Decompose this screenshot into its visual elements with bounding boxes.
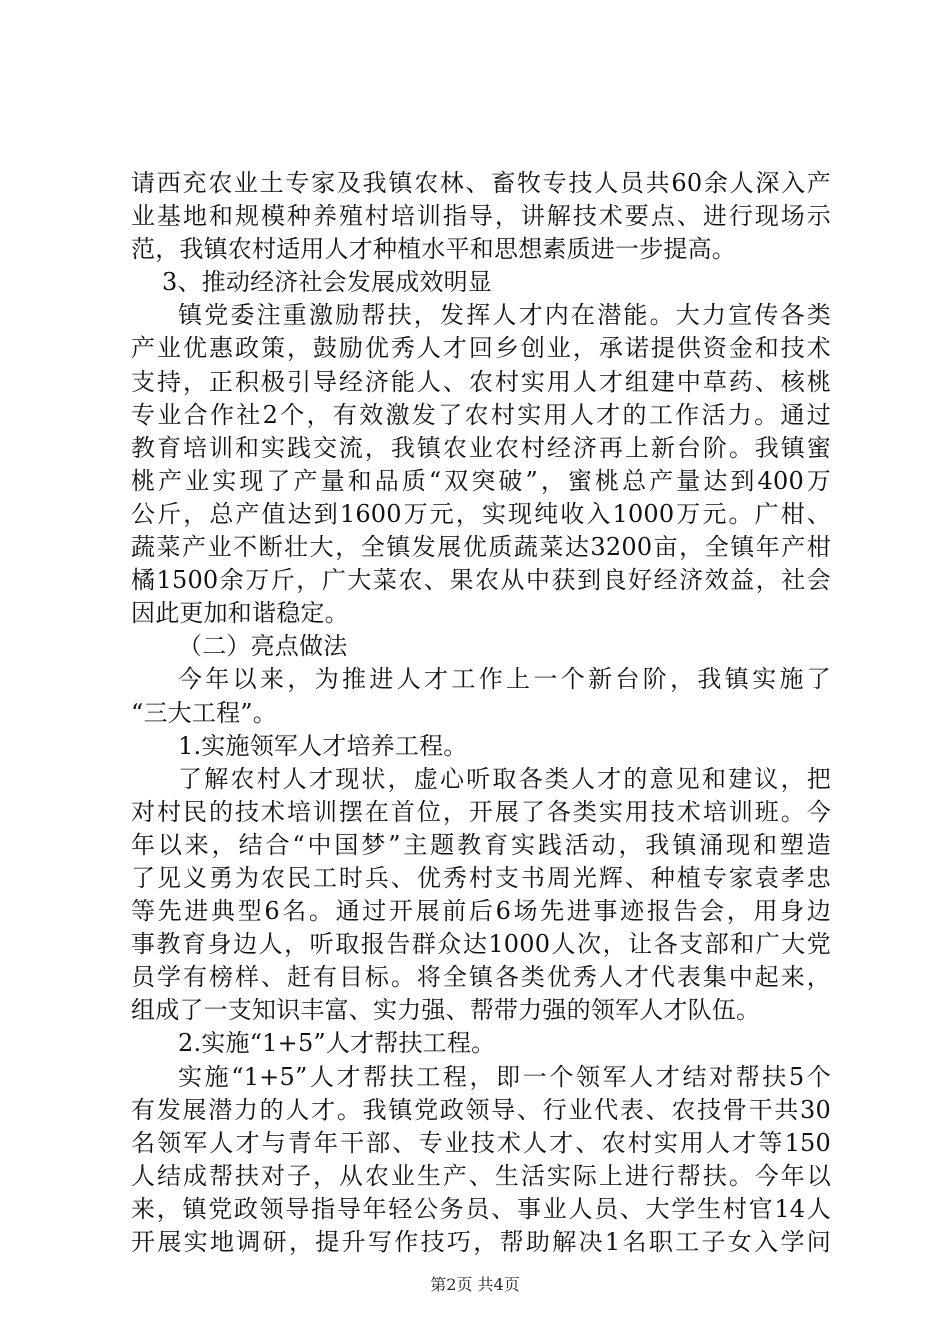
text-line: 对村民的技术培训摆在首位，开展了各类实用技术培训班。今 xyxy=(131,797,831,826)
page-number-footer: 第2页 共4页 xyxy=(430,1275,520,1294)
text-line: “三大工程”。 xyxy=(131,698,277,727)
text-line: 了见义勇为农民工时兵、优秀村支书周光辉、种植专家袁孝忠 xyxy=(131,863,831,892)
text-line: 桃产业实现了产量和品质“双突破”，蜜桃总产量达到400万 xyxy=(131,466,831,495)
text-line: 请西充农业土专家及我镇农林、畜牧专技人员共60余人深入产 xyxy=(131,169,831,197)
text-line: 产业优惠政策，鼓励优秀人才回乡创业，承诺提供资金和技术 xyxy=(131,334,831,363)
document-body xyxy=(131,167,831,1259)
text-line: 教育培训和实践交流，我镇农业农村经济再上新台阶。我镇蜜 xyxy=(131,433,831,462)
text-line: 来，镇党政领导指导年轻公务员、事业人员、大学生村官14人 xyxy=(131,1194,831,1223)
text-line: 橘1500余万斤，广大菜农、果农从中获到良好经济效益，社会 xyxy=(131,566,831,595)
text-line: 专业合作社2个，有效激发了农村实用人才的工作活力。通过 xyxy=(131,400,831,429)
text-line: 范，我镇农村适用人才种植水平和思想素质进一步提高。 xyxy=(131,235,736,264)
text-line: 事教育身边人，听取报告群众达1000人次，让各支部和广大党 xyxy=(131,930,831,959)
text-line: 公斤，总产值达到1600万元，实现纯收入1000万元。广柑、 xyxy=(131,499,831,528)
subsection-heading: 1.实施领军人才培养工程。 xyxy=(178,731,468,760)
section-heading: 3、推动经济社会发展成效明显 xyxy=(162,268,493,297)
text-line: 名领军人才与青年干部、专业技术人才、农村实用人才等150 xyxy=(131,1128,831,1157)
text-line: 人结成帮扶对子，从农业生产、生活实际上进行帮扶。今年以 xyxy=(131,1161,831,1190)
text-line: 开展实地调研，提升写作技巧，帮助解决1名职工子女入学问 xyxy=(131,1228,831,1256)
text-line: 了解农村人才现状，虚心听取各类人才的意见和建议，把 xyxy=(178,764,831,793)
text-line: 有发展潜力的人才。我镇党政领导、行业代表、农技骨干共30 xyxy=(131,1095,831,1124)
text-line: 组成了一支知识丰富、实力强、帮带力强的领军人才队伍。 xyxy=(131,996,761,1025)
text-line: 因此更加和谐稳定。 xyxy=(131,599,349,628)
section-heading: （二）亮点做法 xyxy=(178,632,348,661)
text-line: 实施“1+5”人才帮扶工程，即一个领军人才结对帮扶5个 xyxy=(178,1062,831,1091)
text-line: 年以来，结合“中国梦”主题教育实践活动，我镇涌现和塑造 xyxy=(131,830,831,859)
text-line: 等先进典型6名。通过开展前后6场先进事迹报告会，用身边 xyxy=(131,897,831,926)
subsection-heading: 2.实施“1+5”人才帮扶工程。 xyxy=(178,1029,496,1058)
text-line: 蔬菜产业不断壮大，全镇发展优质蔬菜达3200亩，全镇年产柑 xyxy=(131,533,831,562)
text-line: 支持，正积极引导经济能人、农村实用人才组建中草药、核桃 xyxy=(131,367,831,396)
text-line: 业基地和规模种养殖村培训指导，讲解技术要点、进行现场示 xyxy=(131,202,831,231)
text-line: 今年以来，为推进人才工作上一个新台阶，我镇实施了 xyxy=(178,665,831,694)
text-line: 员学有榜样、赶有目标。将全镇各类优秀人才代表集中起来， xyxy=(131,963,831,992)
text-line: 镇党委注重激励帮扶，发挥人才内在潜能。大力宣传各类 xyxy=(178,301,831,330)
